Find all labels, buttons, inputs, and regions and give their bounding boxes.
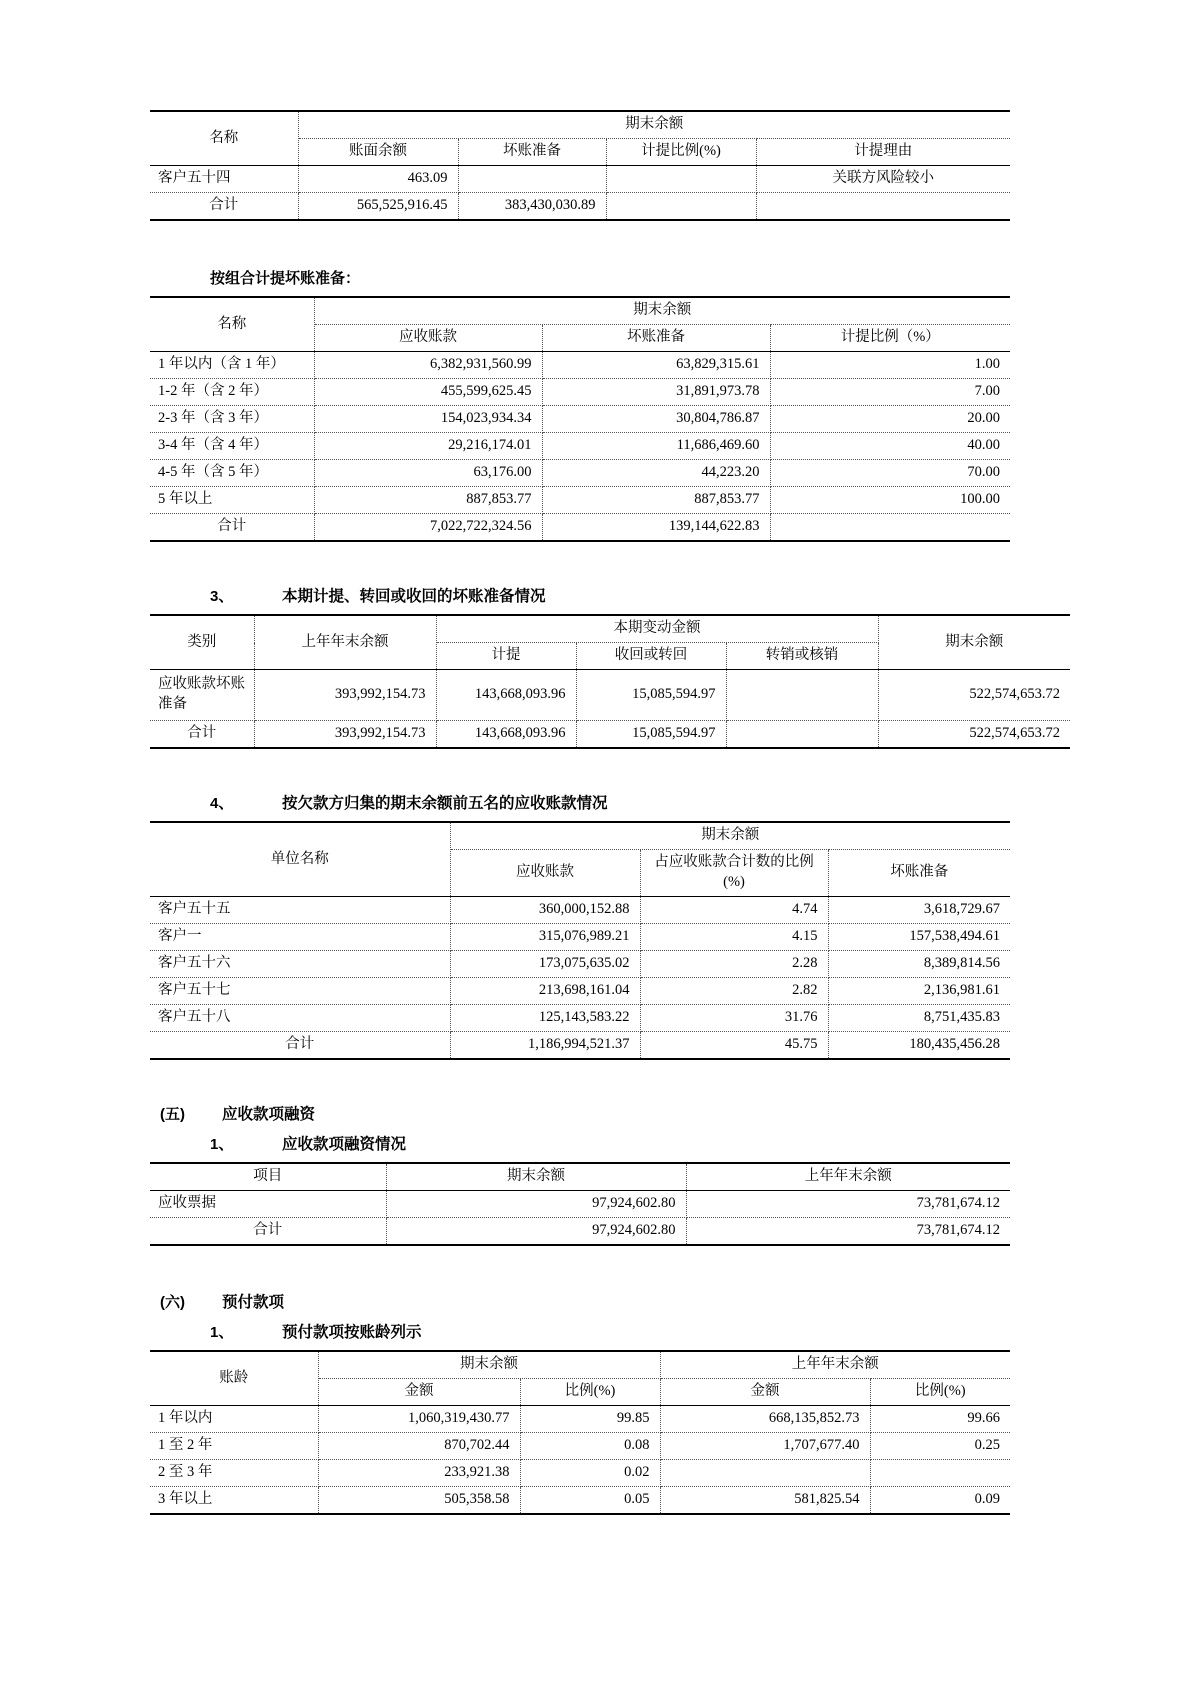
cell-name: 客户五十八	[150, 1005, 450, 1032]
table-bad-debt-changes	[150, 614, 1070, 749]
cell-bad: 3,618,729.67	[828, 897, 1010, 924]
cell-name: 1 年以内（含 1 年）	[150, 352, 314, 379]
header-bad-debt: 坏账准备	[828, 850, 1010, 897]
section-5-sub-title: 应收款项融资情况	[282, 1136, 407, 1153]
cell-name: 合计	[150, 1032, 450, 1060]
cell-ratio	[606, 166, 756, 193]
table-row	[150, 406, 1010, 433]
section-3-heading	[210, 584, 1050, 606]
table-row	[150, 1191, 1010, 1218]
table-row	[150, 822, 1010, 850]
cell-name: 客户五十四	[150, 166, 298, 193]
cell-ratio: 1.00	[770, 352, 1010, 379]
cell-ratio: 2.28	[640, 951, 828, 978]
cell-name: 4-5 年（含 5 年）	[150, 460, 314, 487]
table-row	[150, 297, 1010, 325]
cell-recovered: 15,085,594.97	[576, 670, 726, 721]
cell-reason	[756, 193, 1010, 221]
table-row	[150, 514, 1010, 542]
cell-name: 客户五十五	[150, 897, 450, 924]
cell-item: 应收票据	[150, 1191, 386, 1218]
table-row	[150, 1163, 1010, 1191]
table-row	[150, 166, 1010, 193]
cell-category: 应收账款坏账准备	[150, 670, 254, 721]
cell-receivable: 360,000,152.88	[450, 897, 640, 924]
cell-receivable: 63,176.00	[314, 460, 542, 487]
cell-receivable: 7,022,722,324.56	[314, 514, 542, 542]
cell-bad: 30,804,786.87	[542, 406, 770, 433]
cell-age: 2 至 3 年	[150, 1460, 318, 1487]
cell-age: 3 年以上	[150, 1487, 318, 1515]
section-5-number: (五)	[160, 1106, 185, 1123]
cell-last-ratio: 0.09	[870, 1487, 1010, 1515]
cell-bad: 44,223.20	[542, 460, 770, 487]
header-name: 名称	[150, 111, 298, 166]
cell-last-amount	[660, 1460, 870, 1487]
section-6-sub-number: 1、	[210, 1324, 234, 1341]
cell-ratio: 7.00	[770, 379, 1010, 406]
cell-receivable: 887,853.77	[314, 487, 542, 514]
table-row	[150, 670, 1070, 721]
cell-last-ratio: 99.66	[870, 1406, 1010, 1433]
cell-last-ratio	[870, 1460, 1010, 1487]
table-row	[150, 352, 1010, 379]
group-provision-title: 按组合计提坏账准备：	[210, 270, 361, 287]
cell-bad: 63,829,315.61	[542, 352, 770, 379]
cell-end: 522,574,653.72	[878, 670, 1070, 721]
cell-receivable: 213,698,161.04	[450, 978, 640, 1005]
section-5-heading	[160, 1102, 1050, 1124]
header-receivable: 应收账款	[450, 850, 640, 897]
cell-receivable: 29,216,174.01	[314, 433, 542, 460]
header-amount: 金额	[318, 1379, 520, 1406]
cell-end: 97,924,602.80	[386, 1218, 686, 1246]
header-reason: 计提理由	[756, 139, 1010, 166]
cell-ratio: 99.85	[520, 1406, 660, 1433]
cell-bad: 11,686,469.60	[542, 433, 770, 460]
table-prepayments-aging	[150, 1350, 1010, 1515]
cell-last: 393,992,154.73	[254, 721, 436, 749]
table-row	[150, 978, 1010, 1005]
table-group-provision	[150, 296, 1010, 542]
header-period-end: 期末余额	[386, 1163, 686, 1191]
header-period-end: 期末余额	[298, 111, 1010, 139]
header-provision: 计提	[436, 643, 576, 670]
cell-reason: 关联方风险较小	[756, 166, 1010, 193]
cell-name: 合计	[150, 514, 314, 542]
cell-bad: 887,853.77	[542, 487, 770, 514]
section-6-heading	[160, 1290, 1050, 1312]
table-row	[150, 460, 1010, 487]
cell-last-amount: 581,825.54	[660, 1487, 870, 1515]
cell-bad: 139,144,622.83	[542, 514, 770, 542]
table-row	[150, 1433, 1010, 1460]
header-current-change: 本期变动金额	[436, 615, 878, 643]
cell-receivable: 154,023,934.34	[314, 406, 542, 433]
cell-receivable: 6,382,931,560.99	[314, 352, 542, 379]
cell-name: 5 年以上	[150, 487, 314, 514]
table-top-five-receivables	[150, 821, 1010, 1060]
header-period-end: 期末余额	[878, 615, 1070, 670]
cell-receivable: 125,143,583.22	[450, 1005, 640, 1032]
section-4-title: 按欠款方归集的期末余额前五名的应收账款情况	[282, 795, 608, 812]
header-name: 名称	[150, 297, 314, 352]
section-6-title: 预付款项	[222, 1294, 285, 1311]
section-5-sub-heading	[210, 1132, 1050, 1154]
cell-ratio: 4.15	[640, 924, 828, 951]
table-row	[150, 111, 1010, 139]
table-row	[150, 615, 1070, 643]
cell-age: 1 年以内	[150, 1406, 318, 1433]
header-category: 类别	[150, 615, 254, 670]
cell-provision: 143,668,093.96	[436, 670, 576, 721]
table-row	[150, 1032, 1010, 1060]
table-row	[150, 897, 1010, 924]
header-age: 账龄	[150, 1351, 318, 1406]
cell-bad: 8,751,435.83	[828, 1005, 1010, 1032]
cell-ratio: 4.74	[640, 897, 828, 924]
header-last-year-end: 上年年末余额	[660, 1351, 1010, 1379]
table-row	[150, 1487, 1010, 1515]
cell-name: 客户五十六	[150, 951, 450, 978]
cell-book: 565,525,916.45	[298, 193, 458, 221]
section-6-sub-title: 预付款项按账龄列示	[282, 1324, 422, 1341]
cell-bad: 383,430,030.89	[458, 193, 606, 221]
table-receivables-financing	[150, 1162, 1010, 1246]
header-period-end: 期末余额	[318, 1351, 660, 1379]
header-last-amount: 金额	[660, 1379, 870, 1406]
header-recovered: 收回或转回	[576, 643, 726, 670]
cell-amount: 1,060,319,430.77	[318, 1406, 520, 1433]
table-row	[150, 1351, 1010, 1379]
table-row	[150, 1406, 1010, 1433]
cell-name: 3-4 年（含 4 年）	[150, 433, 314, 460]
header-period-end: 期末余额	[314, 297, 1010, 325]
table-row	[150, 487, 1010, 514]
cell-ratio: 100.00	[770, 487, 1010, 514]
header-item: 项目	[150, 1163, 386, 1191]
cell-end: 97,924,602.80	[386, 1191, 686, 1218]
cell-category: 合计	[150, 721, 254, 749]
header-receivable: 应收账款	[314, 325, 542, 352]
section-6-sub-heading	[210, 1320, 1050, 1342]
cell-item: 合计	[150, 1218, 386, 1246]
header-ratio: 比例(%)	[520, 1379, 660, 1406]
cell-ratio: 0.08	[520, 1433, 660, 1460]
cell-receivable: 173,075,635.02	[450, 951, 640, 978]
cell-name: 客户五十七	[150, 978, 450, 1005]
cell-amount: 870,702.44	[318, 1433, 520, 1460]
cell-ratio: 0.05	[520, 1487, 660, 1515]
section-5-sub-number: 1、	[210, 1136, 234, 1153]
header-bad-debt: 坏账准备	[458, 139, 606, 166]
section-6-number: (六)	[160, 1294, 185, 1311]
cell-last: 393,992,154.73	[254, 670, 436, 721]
cell-recovered: 15,085,594.97	[576, 721, 726, 749]
header-last-year-end: 上年年末余额	[686, 1163, 1010, 1191]
cell-bad	[458, 166, 606, 193]
header-bad-debt: 坏账准备	[542, 325, 770, 352]
section-4-heading	[210, 791, 1050, 813]
cell-bad: 180,435,456.28	[828, 1032, 1010, 1060]
cell-name: 1-2 年（含 2 年）	[150, 379, 314, 406]
header-ratio: 计提比例（%）	[770, 325, 1010, 352]
header-unit-name: 单位名称	[150, 822, 450, 897]
cell-last: 73,781,674.12	[686, 1218, 1010, 1246]
cell-last-ratio: 0.25	[870, 1433, 1010, 1460]
cell-receivable: 1,186,994,521.37	[450, 1032, 640, 1060]
cell-bad: 8,389,814.56	[828, 951, 1010, 978]
cell-amount: 505,358.58	[318, 1487, 520, 1515]
cell-written	[726, 721, 878, 749]
cell-last: 73,781,674.12	[686, 1191, 1010, 1218]
table-row	[150, 1460, 1010, 1487]
cell-provision: 143,668,093.96	[436, 721, 576, 749]
cell-name: 客户一	[150, 924, 450, 951]
cell-ratio: 31.76	[640, 1005, 828, 1032]
cell-last-amount: 668,135,852.73	[660, 1406, 870, 1433]
cell-written	[726, 670, 878, 721]
cell-ratio: 70.00	[770, 460, 1010, 487]
table-row	[150, 951, 1010, 978]
cell-receivable: 315,076,989.21	[450, 924, 640, 951]
header-written-off: 转销或核销	[726, 643, 878, 670]
table-row	[150, 433, 1010, 460]
cell-amount: 233,921.38	[318, 1460, 520, 1487]
cell-receivable: 455,599,625.45	[314, 379, 542, 406]
cell-end: 522,574,653.72	[878, 721, 1070, 749]
cell-ratio: 40.00	[770, 433, 1010, 460]
cell-bad: 31,891,973.78	[542, 379, 770, 406]
section-5-title: 应收款项融资	[222, 1106, 316, 1123]
header-book-balance: 账面余额	[298, 139, 458, 166]
table-row	[150, 193, 1010, 221]
table-single-provision	[150, 110, 1010, 221]
cell-age: 1 至 2 年	[150, 1433, 318, 1460]
header-period-end: 期末余额	[450, 822, 1010, 850]
cell-bad: 2,136,981.61	[828, 978, 1010, 1005]
table-row	[150, 1005, 1010, 1032]
cell-book: 463.09	[298, 166, 458, 193]
cell-name: 合计	[150, 193, 298, 221]
cell-bad: 157,538,494.61	[828, 924, 1010, 951]
cell-ratio: 45.75	[640, 1032, 828, 1060]
cell-ratio: 0.02	[520, 1460, 660, 1487]
header-ratio: 占应收账款合计数的比例(%)	[640, 850, 828, 897]
cell-ratio	[606, 193, 756, 221]
header-last-year-end: 上年年末余额	[254, 615, 436, 670]
section-3-number: 3、	[210, 588, 234, 605]
cell-ratio	[770, 514, 1010, 542]
table-row	[150, 379, 1010, 406]
table-row	[150, 1218, 1010, 1246]
header-ratio: 计提比例(%)	[606, 139, 756, 166]
cell-ratio: 20.00	[770, 406, 1010, 433]
table-row	[150, 924, 1010, 951]
section-3-title: 本期计提、转回或收回的坏账准备情况	[282, 588, 546, 605]
section-4-number: 4、	[210, 795, 234, 812]
table-row	[150, 721, 1070, 749]
cell-ratio: 2.82	[640, 978, 828, 1005]
cell-name: 2-3 年（含 3 年）	[150, 406, 314, 433]
cell-last-amount: 1,707,677.40	[660, 1433, 870, 1460]
header-last-ratio: 比例(%)	[870, 1379, 1010, 1406]
